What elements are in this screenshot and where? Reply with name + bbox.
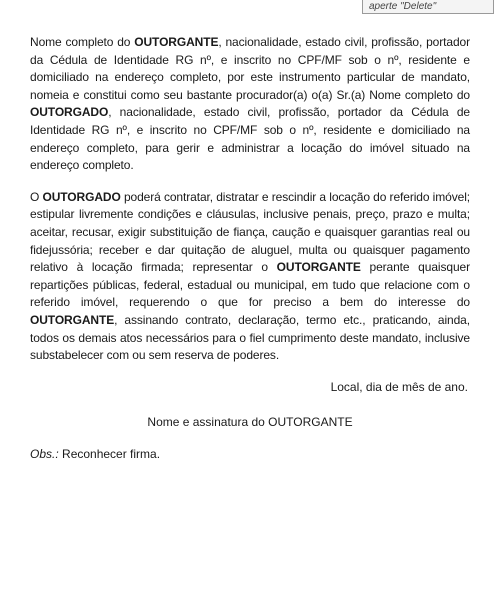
p1-text-1: Nome completo do [30,35,135,49]
p1-outorgado: OUTORGADO [30,105,109,120]
p2-outorgante-1: OUTORGANTE [276,260,361,275]
paragraph-powers [30,189,470,365]
p2-text-4: , assinando contrato, declaração, termo etc., praticando, ainda, todos os demais atos necessários para o fiel cumprimento deste mandato, inclusive substabelecer com ou sem reserva de poderes. [30,312,470,363]
document-body [30,34,470,463]
p1-outorgante: OUTORGANTE [134,35,219,49]
obs-text: Reconhecer firma. [58,446,161,461]
p2-text-2: poderá contratar, distratar e rescindir a locação do referido imóvel; estipular livremente condições e cláusulas, inclusive penais, preço, prazo e multa; aceitar, recusar, exigir substituição de fiança, caução e quaisquer garantias real ou fidejussória; receber e dar quitação de aluguel, multa ou quaisquer pagamento relativo à locação firmada; representar o [30,189,470,275]
p2-outorgado: OUTORGADO [42,189,121,204]
p1-text-2: , nacionalidade, estado civil, profissão, portador da Cédula de Identidade RG nº, e inscrito no CPF/MF sob o nº, residente e domiciliado na endereço completo, por este instrumento particular de mandato, nomeia e constitui como seu bastante procurador(a) o(a) Sr.(a) Nome completo do [30,35,471,102]
p2-text-3: perante quaisquer repartições públicas, federal, estadual ou municipal, em tudo que relacione com o referido imóvel, requerendo o que for preciso a bem do interesse do [30,260,470,310]
signature-line: Nome e assinatura do OUTORGANTE [147,415,353,430]
paragraph-grantor [30,34,470,175]
delete-hint-label [362,0,494,14]
delete-hint-text: aperte "Delete" [369,1,437,12]
p2-text-1: O [30,189,43,204]
observation-note [30,446,470,464]
p2-outorgante-2: OUTORGANTE [30,312,115,327]
place-date-line: Local, dia de mês de ano. [330,379,468,394]
p1-text-3: , nacionalidade, estado civil, profissão, portador da Cédula de Identidade RG nº, e inscrito no CPF/MF sob o nº, residente e domiciliado na endereço completo, para gerir e administrar a locação do imóvel situado na endereço completo. [30,105,470,173]
obs-label: Obs.: [30,446,59,461]
